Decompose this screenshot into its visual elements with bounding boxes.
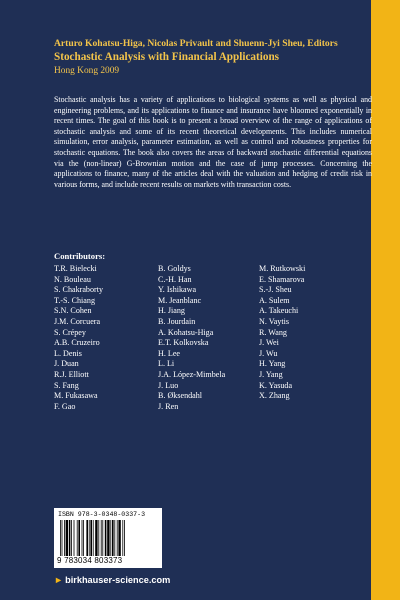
barcode-bars: [60, 520, 156, 556]
arrow-icon: ►: [54, 575, 64, 585]
contributors-column-3: [259, 264, 305, 402]
barcode-bar: [122, 520, 123, 556]
contributor-name: B. Øksendahl: [158, 391, 203, 401]
contributor-name: X. Zhang: [259, 391, 290, 401]
barcode-bar: [60, 520, 61, 556]
barcode-bar: [71, 520, 72, 556]
contributor-name: J.M. Corcuera: [54, 316, 101, 326]
barcode-bar: [90, 520, 92, 556]
contributor-name: S. Fang: [54, 380, 79, 390]
contributor-name: J. Wei: [259, 338, 279, 348]
contributor-name: L. Denis: [54, 348, 82, 358]
barcode-bar: [69, 520, 71, 556]
cover-spine-stripe: [371, 0, 400, 600]
barcode-bar: [124, 520, 125, 556]
barcode-bar: [117, 520, 118, 556]
editors-line: Arturo Kohatsu-Higa, Nicolas Privault and Shuenn-Jyi Sheu, Editors: [54, 38, 338, 49]
contributor-name: H. Jiang: [158, 306, 185, 316]
barcode-bar: [66, 520, 68, 556]
contributor-name: J. Yang: [259, 369, 283, 379]
contributor-name: F. Gao: [54, 401, 76, 411]
contributor-name: H. Lee: [158, 348, 181, 358]
contributor-name: M. Jeanblanc: [158, 295, 202, 305]
contributor-name: T.-S. Chiang: [54, 295, 95, 305]
barcode-bar: [93, 520, 94, 556]
contributor-name: A. Kohatsu-Higa: [158, 327, 214, 337]
contributor-name: K. Yasuda: [259, 380, 293, 390]
contributor-name: S. Chakraborty: [54, 285, 104, 295]
contributor-name: S.N. Cohen: [54, 306, 92, 316]
barcode-bar: [77, 520, 78, 556]
publisher-url[interactable]: birkhauser-science.com: [65, 575, 171, 585]
contributor-name: R.J. Elliott: [54, 369, 89, 379]
barcode-bar: [74, 520, 75, 556]
barcode-bar: [101, 520, 102, 556]
barcode-bar: [83, 520, 84, 556]
contributor-name: Y. Ishikawa: [158, 285, 197, 295]
contributor-name: S. Crépey: [54, 327, 86, 337]
contributor-name: B. Goldys: [158, 264, 191, 273]
book-title: Stochastic Analysis with Financial Applications: [54, 51, 280, 63]
barcode-bar: [107, 520, 109, 556]
barcode-bar: [62, 520, 63, 556]
barcode-bar: [82, 520, 83, 556]
contributors-heading: Contributors:: [54, 251, 106, 261]
book-description: Stochastic analysis has a variety of applications to biological systems as well as physical and engineering problems, and its applications to finance and insurance have bloomed exponentially in recent times. The goal of this book is to present a broad overview of the range of applications of stochastic analysis and some of its recent theoretical developments. This includes numerical simulation, error analysis, parameter estimation, as well as control and robustness properties for stochastic equations. The book also covers the areas of backward stochastic differential equations via the (non-linear) G-Brownian motion and the case of jump processes. Concerning the applications to finance, many of the articles deal with the valuation and hedging of credit risk in various forms, and include recent results on markets with transaction costs.: [54, 95, 372, 189]
contributor-name: A. Sulem: [259, 295, 290, 305]
publisher-line: [54, 575, 170, 585]
barcode-bar: [95, 520, 97, 556]
barcode-bar: [78, 520, 80, 556]
barcode-bar: [110, 520, 111, 556]
contributor-name: A. Takeuchi: [259, 306, 299, 316]
barcode-bar: [112, 520, 114, 556]
contributor-name: B. Jourdain: [158, 316, 196, 326]
contributor-name: E.T. Kolkovska: [158, 338, 209, 348]
barcode-bar: [64, 520, 65, 556]
barcode-bar: [86, 520, 88, 556]
contributor-name: N. Bouleau: [54, 274, 91, 284]
isbn-label: ISBN 978-3-0348-0337-3: [58, 511, 146, 518]
barcode-bar: [105, 520, 107, 556]
barcode-bar: [98, 520, 99, 556]
contributor-name: J. Ren: [158, 401, 179, 411]
contributor-name: T.R. Bielecki: [54, 264, 97, 273]
contributor-name: J.A. López-Mimbela: [158, 369, 226, 379]
contributors-column-1: [54, 264, 103, 412]
barcode-box: [54, 508, 162, 568]
contributor-name: J. Luo: [158, 380, 179, 390]
contributor-name: M. Rutkowski: [259, 264, 306, 273]
contributors-column-2: [158, 264, 225, 412]
contributor-name: C.-H. Han: [158, 274, 192, 284]
barcode-bar: [89, 520, 90, 556]
contributor-name: J. Wu: [259, 348, 278, 358]
contributor-name: N. Vaytis: [259, 316, 289, 326]
contributor-name: H. Yang: [259, 359, 286, 369]
contributor-name: E. Shamarova: [259, 274, 305, 284]
barcode-bar: [102, 520, 103, 556]
contributor-name: R. Wang: [259, 327, 287, 337]
place-year: Hong Kong 2009: [54, 66, 120, 76]
contributor-name: J. Duan: [54, 359, 79, 369]
contributor-name: L. Li: [158, 359, 175, 369]
contributor-name: M. Fukasawa: [54, 391, 98, 401]
contributor-name: A.B. Cruzeiro: [54, 338, 100, 348]
barcode-number: 9 783034 803373: [57, 556, 123, 565]
barcode-bar: [118, 520, 120, 556]
contributor-name: S.-J. Sheu: [259, 285, 292, 295]
barcode-bar: [114, 520, 115, 556]
